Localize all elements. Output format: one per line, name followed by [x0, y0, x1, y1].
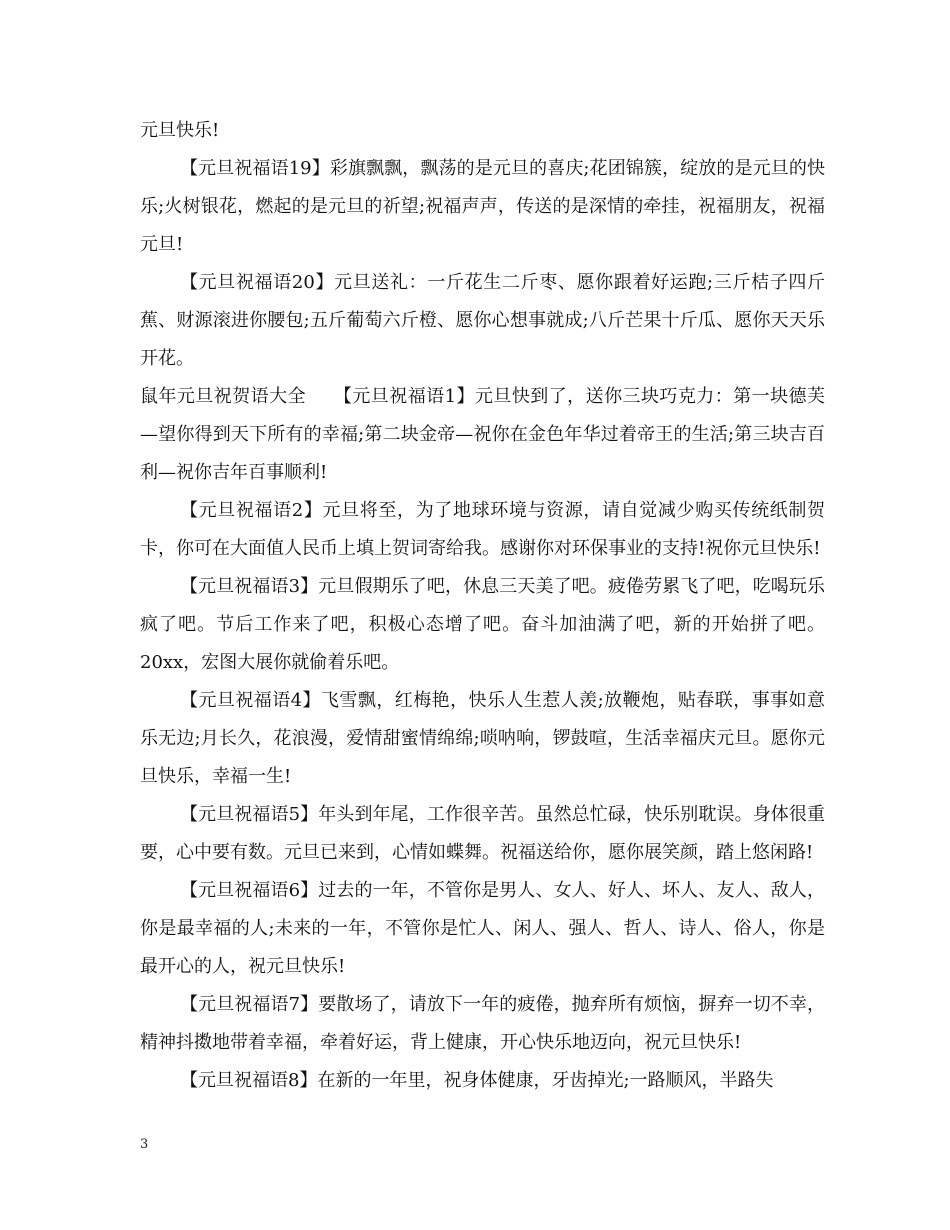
paragraph-9: 【元旦祝福语6】过去的一年，不管你是男人、女人、好人、坏人、友人、敌人，你是最幸福的人;未来的一年，不管你是忙人、闲人、强人、哲人、诗人、俗人，你是最开心的人，祝元旦快乐! [140, 880, 825, 977]
page-number: 3 [140, 1137, 149, 1152]
paragraph-8: 【元旦祝福语5】年头到年尾，工作很辛苦。虽然总忙碌，快乐别耽误。身体很重要，心中要有数。元旦已来到，心情如蝶舞。祝福送给你，愿你展笑颜，踏上悠闲路! [140, 804, 825, 863]
paragraph-11: 【元旦祝福语8】在新的一年里，祝身体健康，牙齿掉光;一路顺风，半路失 [180, 1070, 774, 1091]
paragraph-3: 【元旦祝福语20】元旦送礼：一斤花生二斤枣、愿你跟着好运跑;三斤桔子四斤蕉、财源滚进你腰包;五斤葡萄六斤橙、愿你心想事就成;八斤芒果十斤瓜、愿你天天乐开花。 [140, 272, 825, 369]
paragraph-6: 【元旦祝福语3】元旦假期乐了吧，休息三天美了吧。疲倦劳累飞了吧，吃喝玩乐疯了吧。节后工作来了吧，积极心态增了吧。奋斗加油满了吧，新的开始拼了吧。20xx，宏图大展你就偷着乐吧。 [140, 576, 825, 673]
paragraph-1: 元旦快乐! [140, 120, 220, 141]
document-body [140, 112, 825, 1100]
paragraph-5: 【元旦祝福语2】元旦将至，为了地球环境与资源，请自觉减少购买传统纸制贺卡，你可在大面值人民币上填上贺词寄给我。感谢你对环保事业的支持!祝你元旦快乐! [140, 500, 825, 559]
paragraph-4: 鼠年元旦祝贺语大全 【元旦祝福语1】元旦快到了，送你三块巧克力：第一块德芙—望你得到天下所有的幸福;第二块金帝—祝你在金色年华过着帝王的生活;第三块吉百利—祝你吉年百事顺利! [140, 386, 825, 483]
paragraph-10: 【元旦祝福语7】要散场了，请放下一年的疲倦，抛弃所有烦恼，摒弃一切不幸，精神抖擞地带着幸福，牵着好运，背上健康，开心快乐地迈向，祝元旦快乐! [140, 994, 825, 1053]
paragraph-2: 【元旦祝福语19】彩旗飘飘，飘荡的是元旦的喜庆;花团锦簇，绽放的是元旦的快乐;火树银花，燃起的是元旦的祈望;祝福声声，传送的是深情的牵挂，祝福朋友，祝福元旦! [140, 158, 825, 255]
paragraph-7: 【元旦祝福语4】飞雪飘，红梅艳，快乐人生惹人羡;放鞭炮，贴春联，事事如意乐无边;月长久，花浪漫，爱情甜蜜情绵绵;唢呐响，锣鼓喧，生活幸福庆元旦。愿你元旦快乐，幸福一生! [140, 690, 825, 787]
